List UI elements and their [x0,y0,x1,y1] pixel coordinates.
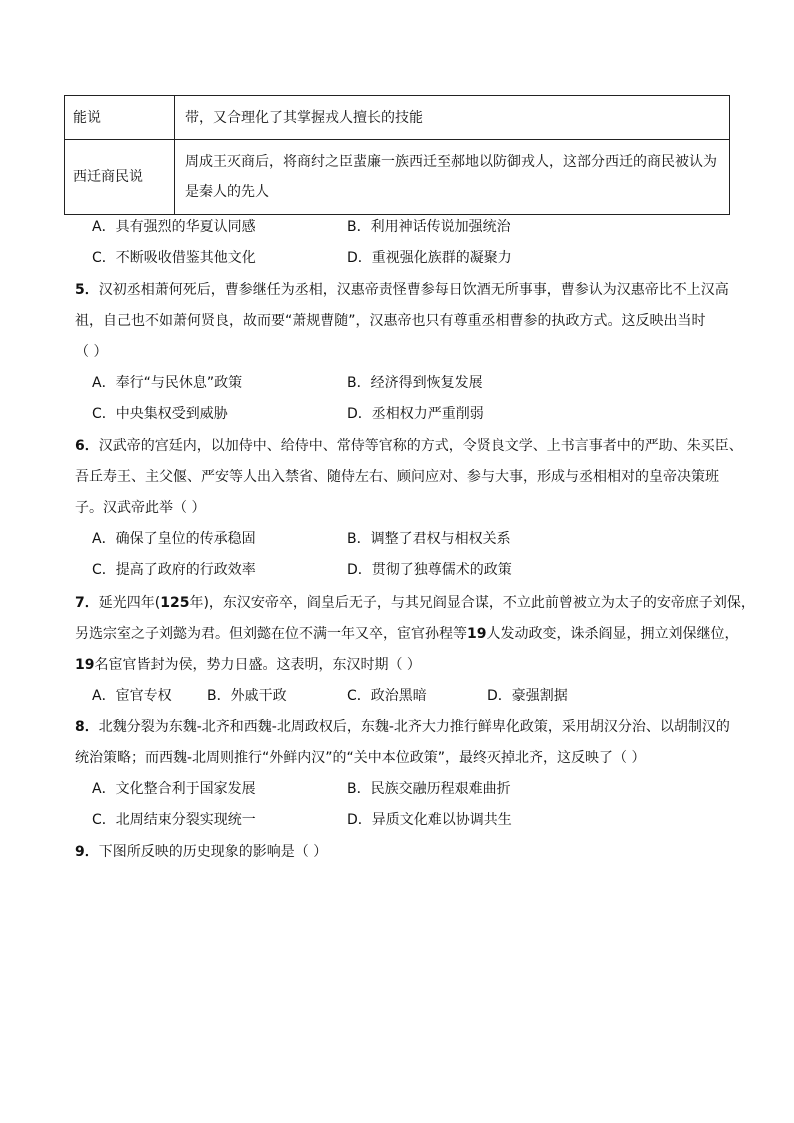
q7-option-b: B．外戚干政 [207,688,287,704]
q8-stem-line-2: 统治策略；而西魏-北周则推行“外鲜内汉”的“关中本位政策”，最终灭掉北齐，这反映了（ ） [75,750,646,766]
q6-option-a: A．确保了皇位的传承稳固 [92,531,256,547]
table-cell-key: 能说 [65,96,175,140]
table-row [65,140,730,215]
q8-option-a: A．文化整合利于国家发展 [92,781,256,797]
q8-option-b: B．民族交融历程艰难曲折 [347,781,511,797]
q6-stem-line-1: 6．汉武帝的宫廷内，以加侍中、给侍中、常侍等官称的方式，令贤良文学、上书言事者中的严助、朱买臣、 [75,438,743,454]
table-cell-value: 周成王灭商后，将商纣之臣蜚廉一族西迁至郝地以防御戎人，这部分西迁的商民被认为 是秦人的先人 [175,140,730,215]
q8-stem-line-1: 8．北魏分裂为东魏-北齐和西魏-北周政权后，东魏-北齐大力推行鲜卑化政策，采用胡汉分治、以胡制汉的 [75,719,730,735]
q5-stem-line-2: 祖，自己也不如萧何贤良，故而要“萧规曹随”，汉惠帝也只有尊重丞相曹参的执政方式。这反映出当时 [75,313,706,329]
q5-option-d: D．丞相权力严重削弱 [347,406,484,422]
q5-stem-line-1: 5．汉初丞相萧何死后，曹参继任为丞相，汉惠帝责怪曹参每日饮酒无所事事，曹参认为汉惠帝比不上汉高 [75,282,729,298]
table-cell-value: 带，又合理化了其掌握戎人擅长的技能 [175,96,730,140]
q7-option-a: A．宦官专权 [92,688,172,704]
q7-option-d: D．豪强割据 [487,688,568,704]
q5-option-c: C．中央集权受到威胁 [92,406,228,422]
theory-table [64,95,730,215]
q4-option-d: D．重视强化族群的凝聚力 [347,250,512,266]
q6-option-b: B．调整了君权与相权关系 [347,531,511,547]
q9-stem-line-1: 9．下图所反映的历史现象的影响是（ ） [75,844,328,860]
q5-option-a: A．奉行“与民休息”政策 [92,375,243,391]
table-row [65,96,730,140]
q4-option-b: B．利用神话传说加强统治 [347,219,511,235]
q8-option-c: C．北周结束分裂实现统一 [92,812,256,828]
q5-stem-line-3: （ ） [75,344,108,360]
q6-stem-line-3: 子。汉武帝此举（ ） [75,500,206,516]
q6-option-d: D．贯彻了独尊儒术的政策 [347,562,512,578]
q7-stem-line-1: 7．延光四年(125年)，东汉安帝卒，阎皇后无子，与其兄阎显合谋，不立此前曾被立为太子的安帝庶子刘保， [75,595,755,611]
q6-option-c: C．提高了政府的行政效率 [92,562,256,578]
q8-option-d: D．异质文化难以协调共生 [347,812,512,828]
q7-stem-line-2: 另选宗室之子刘懿为君。但刘懿在位不满一年又卒，宦官孙程等19人发动政变，诛杀阎显，拥立刘保继位， [75,626,739,642]
q7-stem-line-3: 19名宦官皆封为侯，势力日盛。这表明，东汉时期（ ） [75,657,421,673]
q7-option-c: C．政治黑暗 [347,688,427,704]
q5-option-b: B．经济得到恢复发展 [347,375,483,391]
q4-option-a: A．具有强烈的华夏认同感 [92,219,256,235]
q4-option-c: C．不断吸收借鉴其他文化 [92,250,256,266]
table-cell-key: 西迁商民说 [65,140,175,215]
q6-stem-line-2: 吾丘寿王、主父偃、严安等人出入禁省、随侍左右、顾问应对、参与大事，形成与丞相相对的皇帝决策班 [75,469,719,485]
